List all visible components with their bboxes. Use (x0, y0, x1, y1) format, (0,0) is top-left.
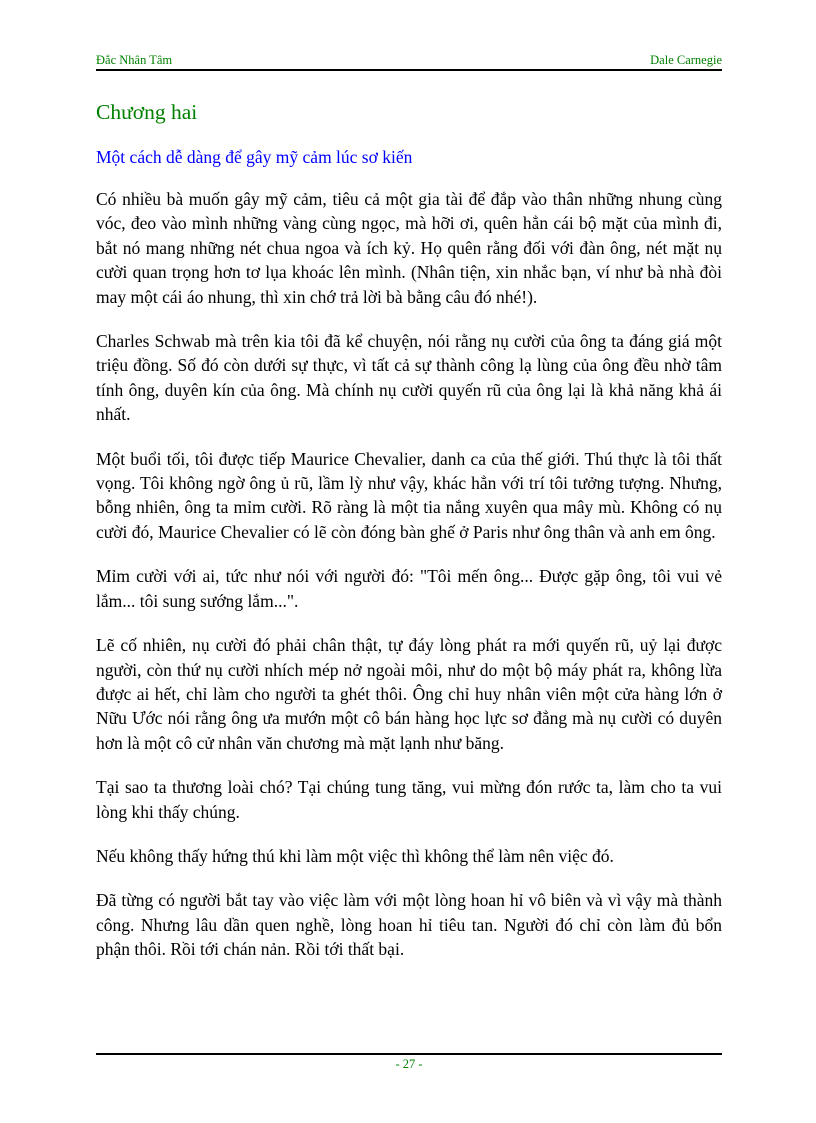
chapter-title: Chương hai (96, 100, 198, 124)
section-title: Một cách dễ dàng để gây mỹ cảm lúc sơ kiến (96, 147, 413, 167)
paragraph: Đã từng có người bắt tay vào việc làm với một lòng hoan hỉ vô biên và vì vậy mà thành công. Nhưng lâu dần quen nghề, lòng hoan hỉ tiêu tan. Người đó chỉ còn làm đủ bổn phận thôi. Rồi tới chán nản. Rồi tới thất bại. (96, 890, 722, 960)
paragraph: Có nhiều bà muốn gây mỹ cảm, tiêu cả một gia tài để đắp vào thân những nhung cùng vóc, đeo vào mình những vàng cùng ngọc, mà hỡi ơi, quên hẳn cái bộ mặt của mình đi, bắt nó mang những nét chua ngoa và ích kỷ. Họ quên rằng đối với đàn ông, nét mặt nụ cười quan trọng hơn tơ lụa khoác lên mình. (Nhân tiện, xin nhắc bạn, ví như bà nhà đòi may một cái áo nhung, thì xin chớ trả lời bà bằng câu đó nhé!). (96, 189, 722, 307)
body-text (96, 187, 722, 982)
author-name: Dale Carnegie (650, 53, 722, 67)
header-divider (96, 69, 722, 71)
paragraph: Mỉm cười với ai, tức như nói với người đó: "Tôi mến ông... Được gặp ông, tôi vui vẻ lắm... tôi sung sướng lắm...". (96, 566, 722, 611)
paragraph: Charles Schwab mà trên kia tôi đã kể chuyện, nói rằng nụ cười của ông ta đáng giá một triệu đồng. Số đó còn dưới sự thực, vì tất cả sự thành công lạ lùng của ông đều nhờ tâm tính ông, duyên kín của ông. Mà chính nụ cười quyến rũ của ông lại là khả năng khả ái nhất. (96, 331, 722, 425)
paragraph: Lẽ cố nhiên, nụ cười đó phải chân thật, tự đáy lòng phát ra mới quyến rũ, uỷ lại được người, còn thứ nụ cười nhích mép nở ngoài môi, như do một bộ máy phát ra, không lừa được ai hết, chỉ làm cho người ta ghét thôi. Ông chỉ huy nhân viên một cửa hàng lớn ở Nữu Ước nói rằng ông ưa mướn một cô bán hàng học lực sơ đẳng mà nụ cười có duyên hơn là một cô cử nhân văn chương mà mặt lạnh như băng. (96, 635, 722, 753)
paragraph: Một buổi tối, tôi được tiếp Maurice Chevalier, danh ca của thế giới. Thú thực là tôi thất vọng. Tôi không ngờ ông ủ rũ, lầm lỳ như vậy, khác hẳn với trí tôi tưởng tượng. Nhưng, bỗng nhiên, ông ta mỉm cười. Rõ ràng là một tia nắng xuyên qua mây mù. Không có nụ cười đó, Maurice Chevalier có lẽ còn đóng bàn ghế ở Paris như ông thân và anh em ông. (96, 448, 722, 542)
paragraph: Tại sao ta thương loài chó? Tại chúng tung tăng, vui mừng đón rước ta, làm cho ta vui lòng khi thấy chúng. (96, 777, 722, 822)
running-header (96, 52, 722, 68)
book-title: Đắc Nhân Tâm (96, 53, 173, 67)
page-number: - 27 - (395, 1057, 423, 1071)
footer-divider (96, 1053, 722, 1055)
paragraph: Nếu không thấy hứng thú khi làm một việc thì không thể làm nên việc đó. (96, 845, 614, 866)
